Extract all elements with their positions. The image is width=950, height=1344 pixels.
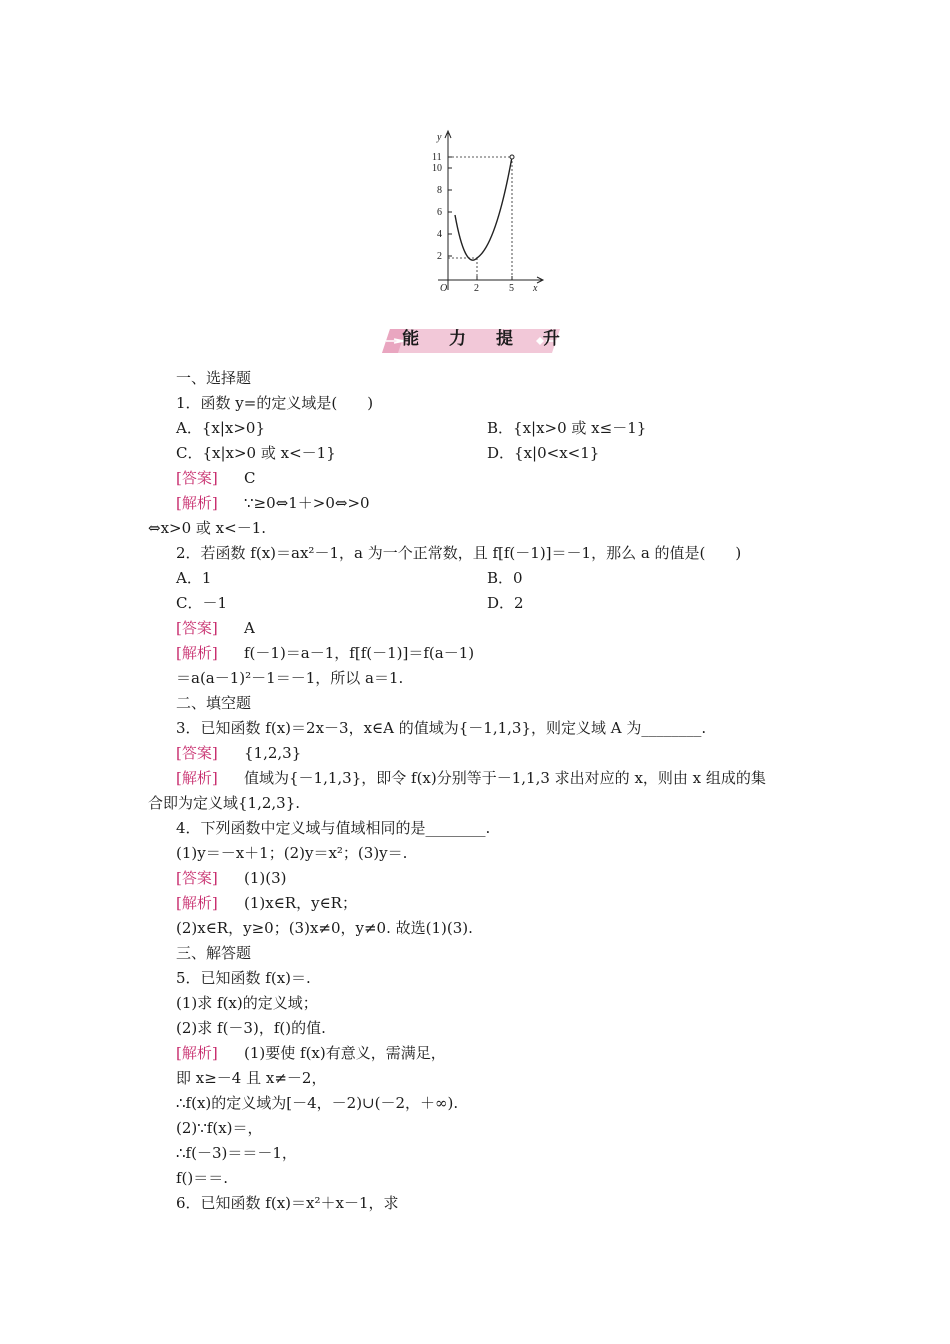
y-tick-label: 10 (432, 163, 442, 174)
analysis-tag: [解析] (176, 494, 218, 512)
question-text: (1)求 f(x)的定义域； (176, 994, 318, 1012)
analysis-text: ∵≥0⇔1＋>0⇔>0 (244, 494, 370, 512)
x-tick-label: 5 (509, 283, 514, 294)
answer-tag: [答案] (176, 619, 218, 637)
question-text: (1)y＝－x＋1；(2)y＝x²；(3)y＝. (176, 844, 408, 862)
answer-tag: [答案] (176, 744, 218, 762)
analysis-text: f(－1)＝a－1，f[f(－1)]＝f(a－1) (244, 644, 475, 662)
option: D．2 (487, 594, 524, 612)
y-tick-label: 6 (437, 207, 442, 218)
y-tick-label: 2 (437, 251, 442, 262)
x-tick-label: 2 (474, 283, 479, 294)
answer-value: A (244, 619, 255, 637)
analysis-text: ＝a(a－1)²－1＝－1，所以 a＝1. (176, 669, 404, 687)
option: D．{x|0<x<1} (487, 444, 600, 462)
question-text: 2．若函数 f(x)＝ax²－1，a 为一个正常数，且 f[f(－1)]＝－1，那么 a 的值是( ) (176, 544, 742, 562)
answer-value: (1)(3) (244, 869, 287, 887)
endpoint-dot (510, 155, 514, 159)
section-title: 能 力 提 升 (402, 329, 572, 349)
section-heading: 三、解答题 (176, 944, 252, 962)
analysis-text: f()＝＝. (176, 1169, 229, 1187)
analysis-text: 即 x≥－4 且 x≠－2， (176, 1069, 327, 1087)
analysis-text: (2)x∈R，y≥0；(3)x≠0，y≠0. 故选(1)(3). (176, 919, 473, 937)
y-tick-label: 11 (432, 152, 442, 163)
question-text: 6．已知函数 f(x)＝x²＋x－1，求 (176, 1194, 399, 1212)
question-text: (2)求 f(－3)，f()的值. (176, 1019, 326, 1037)
question-text: 3．已知函数 f(x)＝2x－3，x∈A 的值域为{－1,1,3}，则定义域 A 为________. (176, 719, 707, 737)
question-text: 1．函数 y=的定义域是( ) (176, 394, 374, 412)
analysis-text: ∴f(x)的定义域为[－4，－2)∪(－2，＋∞). (176, 1094, 459, 1112)
analysis-tag: [解析] (176, 769, 218, 787)
option: B．0 (487, 569, 523, 587)
analysis-tag: [解析] (176, 894, 218, 912)
y-tick-label: 4 (437, 229, 442, 240)
question-text: 5．已知函数 f(x)＝. (176, 969, 311, 987)
analysis-text: (1)要使 f(x)有意义，需满足， (244, 1044, 446, 1062)
x-axis-label: x (533, 283, 538, 294)
answer-value: {1,2,3} (244, 744, 302, 762)
analysis-text: (2)∵f(x)＝， (176, 1119, 263, 1137)
section-heading: 二、填空题 (176, 694, 252, 712)
analysis-text: (1)x∈R，y∈R； (244, 894, 357, 912)
x-tick-marks (477, 276, 512, 280)
option: C．{x|x>0 或 x<－1} (176, 444, 336, 462)
section-heading: 一、选择题 (176, 369, 252, 387)
option: A．1 (176, 569, 212, 587)
analysis-text: 合即为定义域{1,2,3}. (148, 794, 301, 812)
analysis-text: ∴f(－3)＝＝－1， (176, 1144, 297, 1162)
analysis-tag: [解析] (176, 1044, 218, 1062)
y-tick-marks (448, 157, 452, 256)
parabola-curve (455, 157, 512, 260)
function-graph (410, 125, 560, 300)
analysis-text: ⇔x>0 或 x<－1. (148, 519, 267, 537)
answer-tag: [答案] (176, 469, 218, 487)
answer-tag: [答案] (176, 869, 218, 887)
y-tick-label: 8 (437, 185, 442, 196)
analysis-text: 值域为{－1,1,3}，即令 f(x)分别等于－1,1,3 求出对应的 x，则由 x 组成的集 (244, 769, 766, 787)
option: B．{x|x>0 或 x≤－1} (487, 419, 647, 437)
analysis-tag: [解析] (176, 644, 218, 662)
option: A．{x|x>0} (176, 419, 266, 437)
question-text: 4．下列函数中定义域与值域相同的是________. (176, 819, 491, 837)
option: C．－1 (176, 594, 228, 612)
y-axis-label: y (437, 132, 442, 143)
origin-label: O (440, 283, 448, 294)
answer-value: C (244, 469, 256, 487)
guide-lines (448, 157, 512, 280)
